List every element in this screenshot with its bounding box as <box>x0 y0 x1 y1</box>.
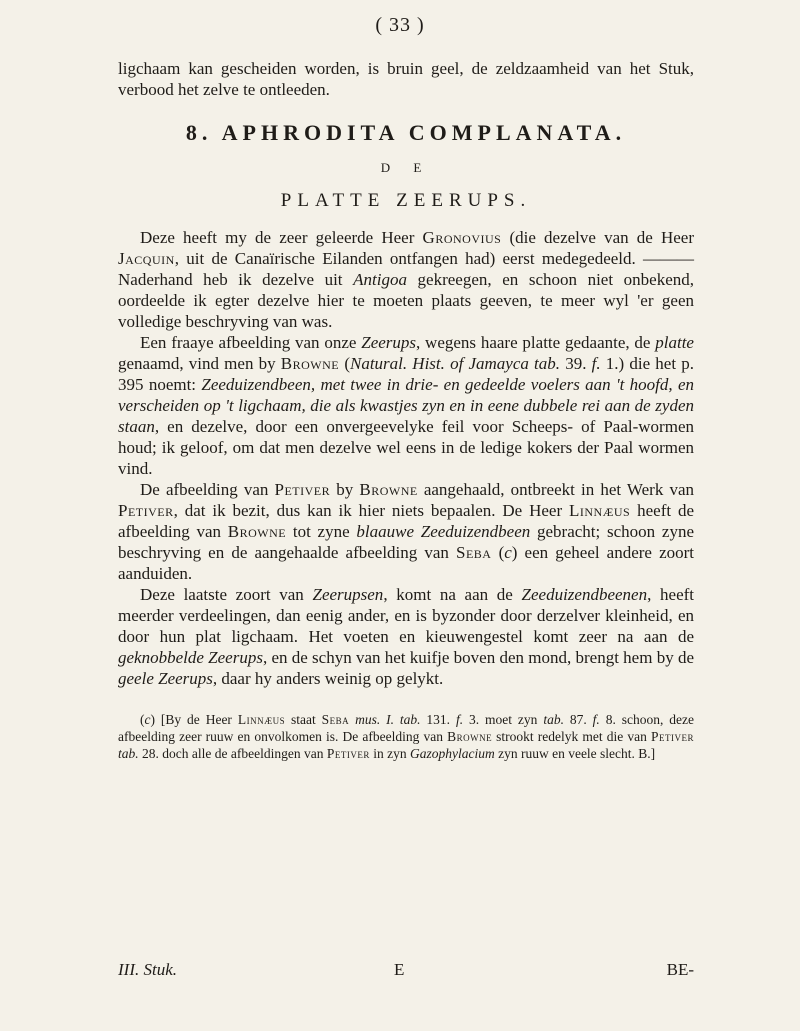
text-run: Deze laatste zoort van <box>140 585 313 604</box>
name-jacquin: Jacquin <box>118 249 175 268</box>
text-run: 87. <box>563 712 593 727</box>
text-run: aangehaald, ontbreekt in het Werk van <box>417 480 694 499</box>
term-zeerupsen: Zeerupsen <box>312 585 384 604</box>
text-run: strookt redelyk met die van <box>492 729 651 744</box>
text-run: staat <box>285 712 322 727</box>
text-run: ) [By de Heer <box>150 712 238 727</box>
text-run: zyn ruuw en veele slecht. B.] <box>494 746 656 761</box>
paragraph-2 <box>118 332 694 479</box>
term-gazophylacium: Gazophylacium <box>409 746 495 761</box>
text-run: 39. <box>560 354 592 373</box>
name-browne: Browne <box>280 354 340 373</box>
text-run: , en dezelve, door een onvergeevelyke feil voor Scheeps- of Paal-wormen houd; ik geloof, om dat men dezelve wel eens in de ledige kokers der Paal wormen vind. <box>118 417 694 478</box>
name-petiver: Petiver <box>650 729 694 744</box>
citation-fig: f. <box>591 354 601 373</box>
citation-tab: tab. <box>118 746 139 761</box>
place-antigoa: Antigoa <box>353 270 407 289</box>
name-browne: Browne <box>227 522 287 541</box>
text-run: tot zyne <box>286 522 357 541</box>
text-run: 3. moet zyn <box>463 712 544 727</box>
citation-mus: mus. I. tab. <box>355 712 421 727</box>
citation-fig: f. <box>455 712 464 727</box>
term-zeeduizendbeenen: Zeeduizendbeenen <box>521 585 648 604</box>
text-run: heeft de afbeelding van <box>118 501 694 541</box>
name-browne: Browne <box>359 480 418 499</box>
text-run: 1.) die het p. 395 noemt: <box>118 354 694 394</box>
footnote <box>118 711 694 762</box>
term-zeerups: Zeerups <box>361 333 417 352</box>
text-block <box>118 58 694 762</box>
footnote-ref: c <box>504 543 512 562</box>
text-run: (die dezelve van de Heer <box>501 228 694 247</box>
citation-tab: tab. <box>543 712 564 727</box>
term-geele-zeerups: geele Zeerups <box>118 669 213 688</box>
name-gronovius: Gronovius <box>422 228 502 247</box>
citation-fig: f. <box>592 712 600 727</box>
text-run: gekreegen, en schoon niet onbekend, oordeelde ik egter dezelve hier te moeten plaats geeven, te meer wyl 'er geen volledige beschryving van was. <box>118 270 694 331</box>
text-run: 131. <box>420 712 456 727</box>
name-petiver: Petiver <box>274 480 331 499</box>
name-petiver: Petiver <box>326 746 370 761</box>
text-run: , heeft meerder verdeelingen, dan eenig ander, en is byzonder door derzelver kleinheid, en door hun plat ligchaam. Het voeten en kieuwengestel komt zeer na aan de <box>118 585 695 646</box>
footnote-marker: c <box>144 712 151 727</box>
text-run: ( <box>491 543 505 562</box>
paragraph-1 <box>118 227 694 332</box>
signature-volume: III. Stuk. <box>118 960 178 979</box>
name-linnaeus: Linnæus <box>237 712 286 727</box>
name-linnaeus: Linnæus <box>569 501 631 520</box>
text-run: , dat ik bezit, dus kan ik hier niets bepaalen. De Heer <box>173 501 569 520</box>
text-run: Een fraaye afbeelding van onze <box>140 333 362 352</box>
heading-dutch-name: PLATTE ZEERUPS. <box>280 190 532 211</box>
text-run: , wegens haare platte gedaante, de <box>416 333 656 352</box>
quoted-description: Zeeduizendbeen, met twee in drie- en gedeelde voelers aan 't hoofd, en verscheiden op 't ligchaam, die als kwastjes zyn en in eene dubbele rei aan de zyden staan <box>118 375 695 436</box>
paragraph-4 <box>118 584 694 689</box>
text-run: ) een geheel andere zoort aanduiden. <box>118 543 694 583</box>
heading-de: D E <box>380 160 432 175</box>
section-heading: 8. APHRODITA COMPLANATA. <box>185 120 627 145</box>
page-number: ( 33 ) <box>375 14 425 36</box>
signature-mark: E <box>394 960 405 979</box>
text-run: Deze heeft my de zeer geleerde Heer <box>140 228 423 247</box>
text-run: , komt na aan de <box>383 585 522 604</box>
name-seba: Seba <box>456 543 492 562</box>
citation-title: Natural. Hist. of Jamayca tab. <box>349 354 561 373</box>
text-run: , en de schyn van het kuifje boven den mond, brengt hem by de <box>262 648 694 667</box>
text-run: gebracht; schoon zyne beschryving en de aangehaalde afbeelding van <box>118 522 694 562</box>
text-run: ( <box>140 712 145 727</box>
paragraph-3 <box>118 479 694 584</box>
text-run: , daar hy anders weinig op gelykt. <box>212 669 444 688</box>
text-run: ( <box>339 354 350 373</box>
name-seba: Seba <box>321 712 350 727</box>
term-geknobbelde-zeerups: geknobbelde Zeerups <box>118 648 263 667</box>
continuation-paragraph: ligchaam kan gescheiden worden, is bruin geel, de zeldzaamheid van het Stuk, verbood het zelve te ontleeden. <box>118 59 694 99</box>
text-run: genaamd, vind men by <box>118 354 281 373</box>
text-run: , uit de Canaïrische Eilanden ontfangen had) eerst medegedeeld. ——— Naderhand heb ik dezelve uit <box>118 249 694 289</box>
text-run: in zyn <box>369 746 410 761</box>
text-run: 8. schoon, deze afbeelding zeer ruuw en onvolkomen is. De afbeelding van <box>118 712 694 744</box>
term-blaauwe-zeeduizendbeen: blaauwe Zeeduizendbeen <box>356 522 531 541</box>
text-run: 28. doch alle de afbeeldingen van <box>138 746 327 761</box>
name-browne: Browne <box>447 729 493 744</box>
name-petiver: Petiver <box>118 501 174 520</box>
term-platte: platte <box>655 333 694 352</box>
text-run: by <box>330 480 360 499</box>
catchword: BE- <box>666 960 694 979</box>
text-run: De afbeelding van <box>140 480 275 499</box>
